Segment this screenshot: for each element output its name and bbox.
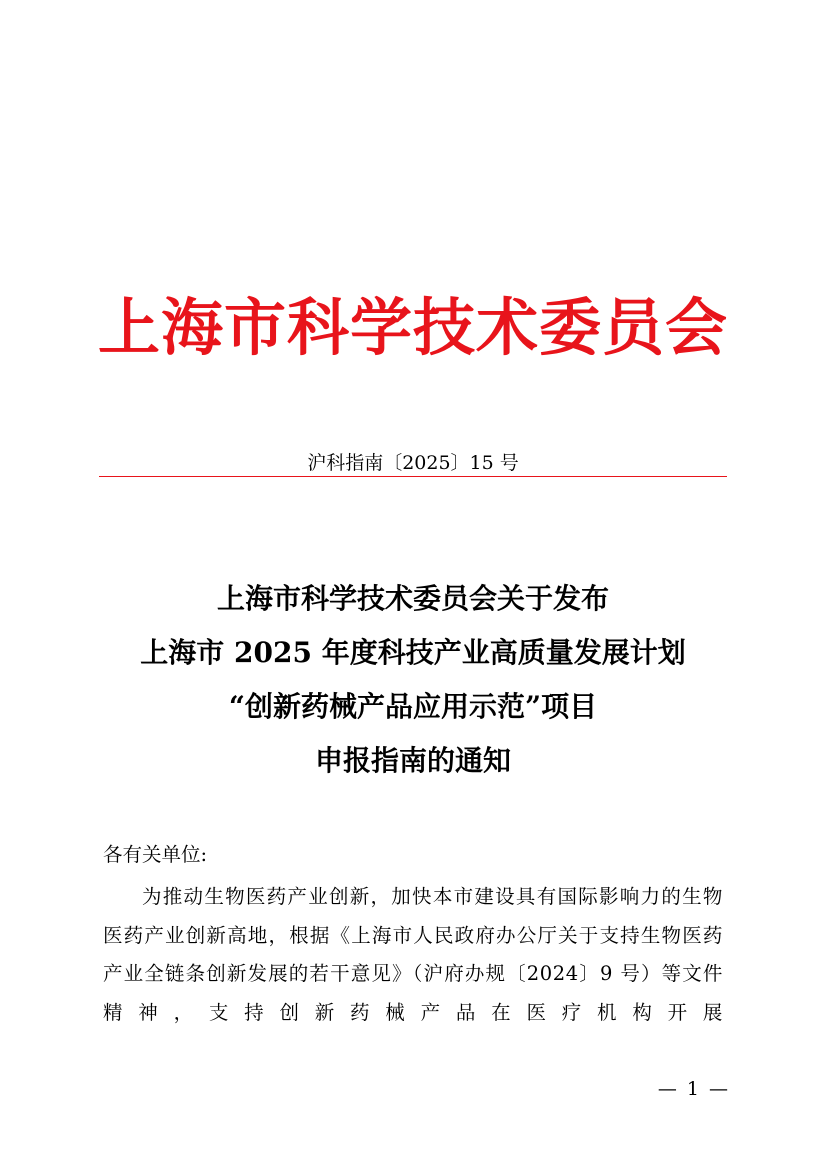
document-number: 沪科指南〔2025〕15 号 bbox=[307, 452, 519, 474]
title-line-4: 申报指南的通知 bbox=[314, 744, 511, 777]
issuing-organization-header: 上海市科学技术委员会 bbox=[97, 291, 728, 364]
title-line-3: “创新药械产品应用示范”项目 bbox=[228, 690, 598, 723]
document-title bbox=[0, 572, 826, 788]
salutation: 各有关单位: bbox=[103, 843, 208, 866]
body-text bbox=[103, 840, 723, 1032]
title-line-1: 上海市科学技术委员会关于发布 bbox=[216, 582, 609, 615]
title-line-2: 上海市 2025 年度科技产业高质量发展计划 bbox=[140, 636, 686, 669]
red-separator-line bbox=[99, 476, 727, 477]
page-number: — 1 — bbox=[657, 1078, 730, 1100]
body-paragraph: 为推动生物医药产业创新，加快本市建设具有国际影响力的生物医药产业创新高地，根据《上海市人民政府办公厅关于支持生物医药产业全链条创新发展的若干意见》（沪府办规〔2024〕9 号）等文件精神，支持创新药械产品在医疗机构开展 bbox=[103, 885, 723, 1024]
